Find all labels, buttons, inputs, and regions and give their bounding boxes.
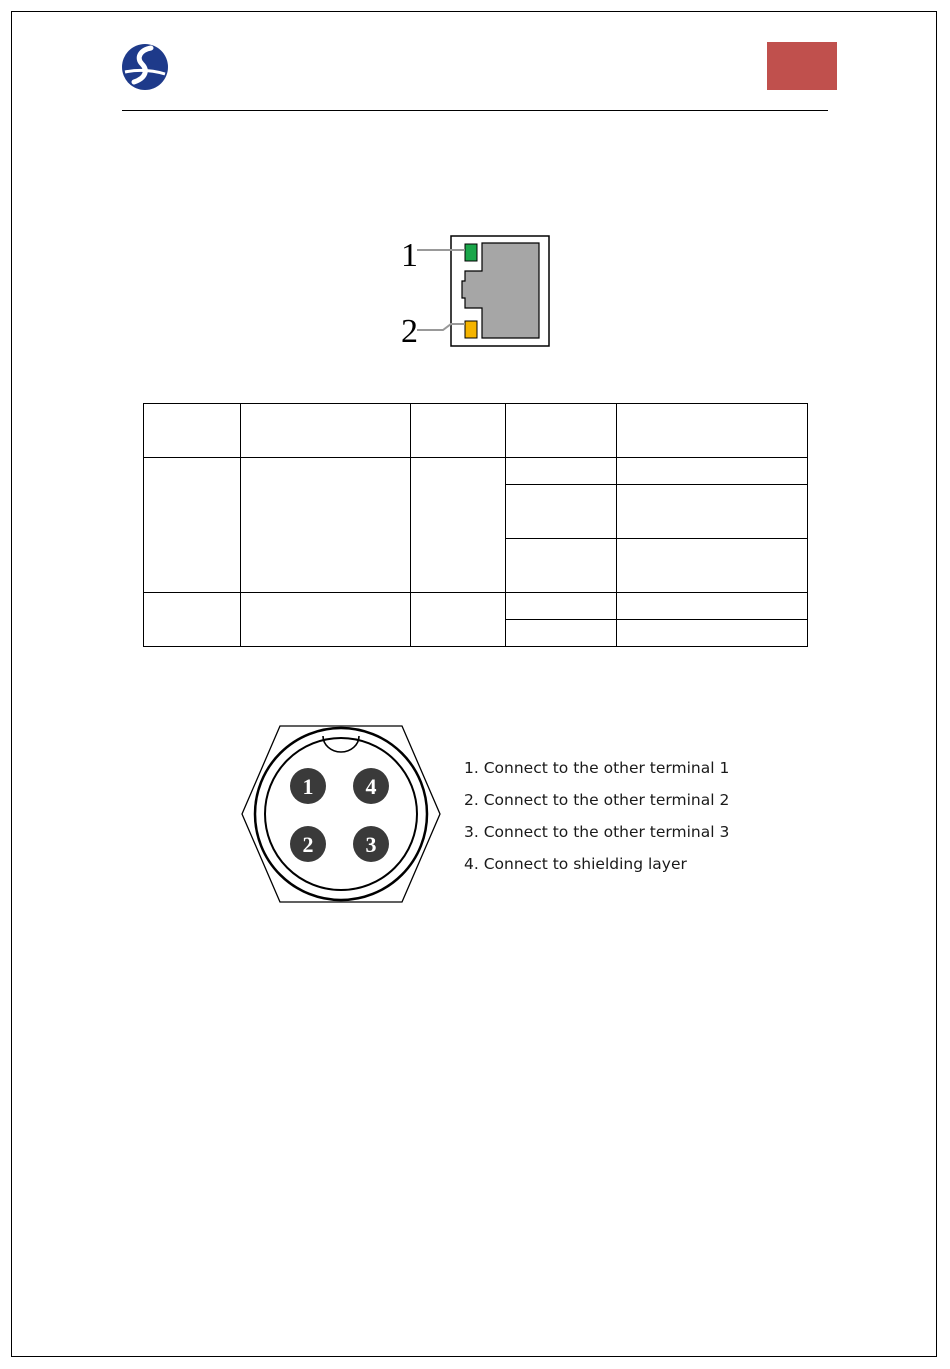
table-cell (617, 620, 808, 647)
table-cell (506, 593, 617, 620)
table-cell (410, 458, 505, 593)
table-cell (506, 620, 617, 647)
table-cell (410, 593, 505, 647)
table-cell (410, 404, 505, 458)
pin-2-label: 2 (302, 832, 314, 857)
legend-item: 3. Connect to the other terminal 3 (464, 823, 730, 841)
rj45-port-diagram (395, 226, 560, 356)
table-cell (144, 404, 241, 458)
table-cell (617, 593, 808, 620)
legend-item: 4. Connect to shielding layer (464, 855, 687, 873)
table-cell (506, 404, 617, 458)
spec-table (143, 403, 808, 647)
table-cell (506, 458, 617, 485)
legend-item: 2. Connect to the other terminal 2 (464, 791, 730, 809)
table-row (144, 458, 808, 485)
activity-led-icon (465, 321, 477, 338)
pin-4-label: 4 (365, 774, 377, 799)
legend-item: 1. Connect to the other terminal 1 (464, 759, 730, 777)
callout-2-label: 2 (401, 313, 418, 350)
table-cell (144, 458, 241, 593)
table-cell (506, 485, 617, 539)
table-cell (617, 539, 808, 593)
chapter-tab-block (767, 42, 837, 90)
table-row (144, 593, 808, 620)
pin-legend (464, 756, 729, 884)
table-cell (241, 593, 411, 647)
table-cell (617, 458, 808, 485)
link-led-icon (465, 244, 477, 261)
page-border (11, 11, 937, 1357)
four-pin-connector-diagram (238, 722, 444, 906)
company-logo-icon (120, 42, 170, 92)
table-cell (617, 485, 808, 539)
pin-3-label: 3 (365, 832, 377, 857)
callout-1-label: 1 (401, 237, 418, 274)
header-rule (122, 110, 828, 111)
table-cell (506, 539, 617, 593)
table-cell (241, 458, 411, 593)
pin-1-label: 1 (302, 774, 314, 799)
table-cell (241, 404, 411, 458)
table-header-row (144, 404, 808, 458)
table-cell (617, 404, 808, 458)
table-cell (144, 593, 241, 647)
